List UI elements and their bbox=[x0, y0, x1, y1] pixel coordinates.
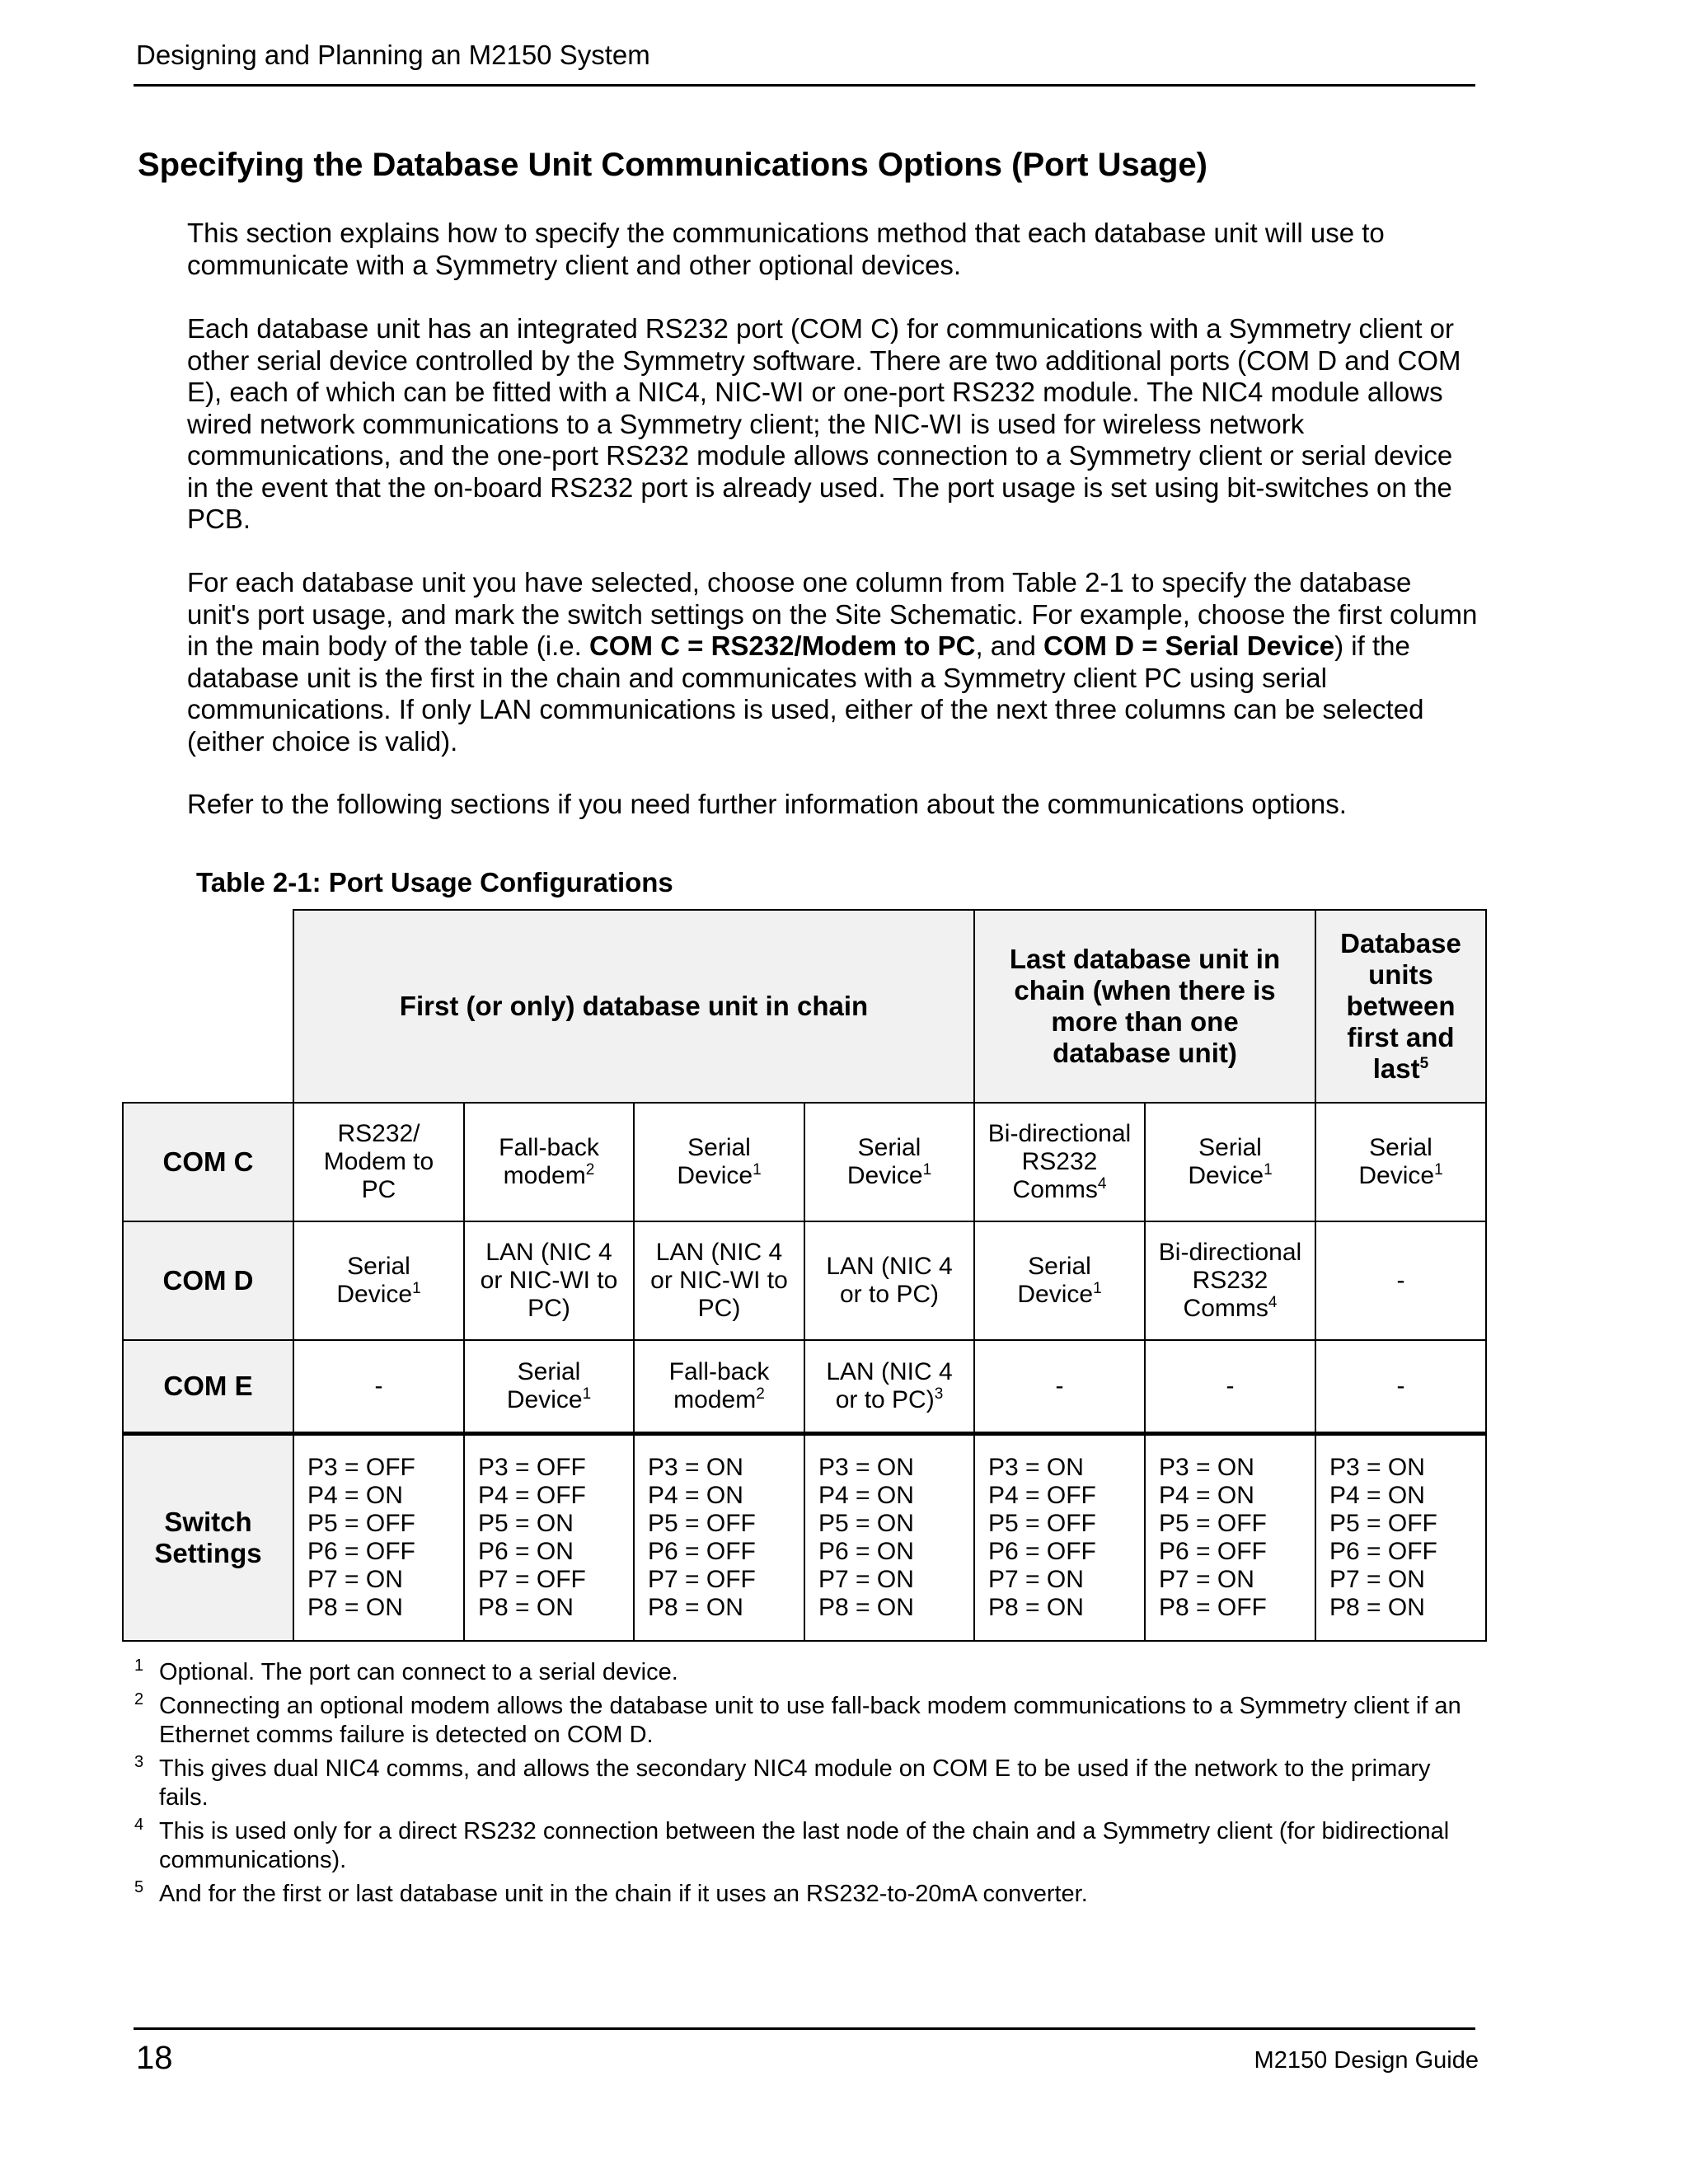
page-number: 18 bbox=[136, 2040, 173, 2076]
footer-title: M2150 Design Guide bbox=[1254, 2047, 1479, 2074]
footnote-text: This is used only for a direct RS232 connection between the last node of the chain and a Symmetry client (for bidirectional communications). bbox=[159, 1818, 1450, 1873]
table-cell bbox=[804, 1339, 975, 1433]
cell-text: Fall-back modem bbox=[668, 1358, 770, 1413]
row-label-com-e bbox=[122, 1339, 294, 1433]
cell-footnote-ref: 1 bbox=[1093, 1280, 1102, 1297]
cell-text: - bbox=[374, 1372, 383, 1399]
cell-content bbox=[1188, 1134, 1272, 1190]
table-cell bbox=[973, 1339, 1146, 1433]
table-cell bbox=[1144, 1221, 1316, 1341]
cell-text: Fall-back modem bbox=[499, 1134, 599, 1189]
switch-settings-cell bbox=[1315, 1432, 1487, 1642]
table-cell bbox=[293, 1339, 465, 1433]
selection-bold-1: COM C = RS232/Modem to PC bbox=[588, 630, 976, 661]
cell-content bbox=[375, 1372, 383, 1400]
header-last-text: Last database unit in chain (when there is more than one database unit) bbox=[1009, 944, 1281, 1068]
row-label-text: COM C bbox=[162, 1146, 254, 1177]
footnote-3 bbox=[134, 1755, 1486, 1812]
cell-content bbox=[507, 1358, 591, 1414]
cell-footnote-ref: 4 bbox=[1268, 1294, 1278, 1311]
cell-text: Serial Device bbox=[677, 1134, 753, 1189]
cell-footnote-ref: 1 bbox=[1434, 1161, 1443, 1179]
cell-content bbox=[1358, 1134, 1442, 1190]
cell-content bbox=[481, 1239, 618, 1323]
switch-settings-text: P3 = ON P4 = ON P5 = OFF P6 = OFF P7 = OFF P8 = ON bbox=[648, 1454, 756, 1621]
table-cell bbox=[973, 1221, 1146, 1341]
row-label-text: COM D bbox=[162, 1265, 254, 1296]
footnote-1 bbox=[134, 1658, 1486, 1687]
cell-content bbox=[1397, 1267, 1405, 1295]
cell-content bbox=[1017, 1253, 1101, 1309]
cell-footnote-ref: 4 bbox=[1097, 1175, 1107, 1193]
cell-text: Serial Device bbox=[1358, 1134, 1435, 1189]
cell-footnote-ref: 1 bbox=[922, 1161, 932, 1179]
header-first-unit bbox=[293, 909, 975, 1104]
switch-settings-text: P3 = OFF P4 = ON P5 = OFF P6 = OFF P7 = ON P8 = ON bbox=[307, 1454, 415, 1621]
header-between-text: Database units between first and last bbox=[1340, 928, 1461, 1084]
selection-bold-2: COM D = Serial Device bbox=[1043, 630, 1335, 661]
header-between-units bbox=[1315, 909, 1487, 1104]
header-between-wrap bbox=[1333, 928, 1469, 1085]
table-cell bbox=[804, 1221, 975, 1341]
ports-paragraph: Each database unit has an integrated RS232 port (COM C) for communications with a Symmetry client or other serial device controlled by the Symmetry software. There are two additional ports (COM D and COM E), each of which can be fitted with a NIC4, NIC-WI or one-port RS232 module. The NIC4 module allows wired network communications to a Symmetry client; the NIC-WI is used for wireless network communications, and the one-port RS232 module allows connection to a Symmetry client or serial device in the event that the on-board RS232 port is already used. The port usage is set using bit-switches on the PCB. bbox=[187, 313, 1461, 534]
table-cell bbox=[1315, 1102, 1487, 1222]
switch-settings-cell bbox=[633, 1432, 805, 1642]
switch-settings-cell bbox=[973, 1432, 1146, 1642]
switch-settings-cell bbox=[293, 1432, 465, 1642]
cell-text: Serial Device bbox=[506, 1358, 583, 1413]
cell-footnote-ref: 2 bbox=[585, 1161, 595, 1179]
selection-text-2: , and bbox=[975, 630, 1044, 661]
switch-settings-cell bbox=[463, 1432, 635, 1642]
cell-content bbox=[669, 1358, 770, 1414]
header-between-footnote: 5 bbox=[1419, 1055, 1429, 1072]
switch-settings-cell bbox=[1144, 1432, 1316, 1642]
footnotes bbox=[134, 1658, 1486, 1914]
table-cell bbox=[1144, 1102, 1316, 1222]
cell-footnote-ref: 1 bbox=[1264, 1161, 1273, 1179]
footer-rule bbox=[134, 2027, 1475, 2030]
cell-footnote-ref: 1 bbox=[582, 1385, 592, 1403]
cell-text: Serial Device bbox=[1017, 1253, 1094, 1308]
cell-text: LAN (NIC 4 or to PC) bbox=[826, 1253, 953, 1308]
table-cell bbox=[463, 1102, 635, 1222]
cell-text: Bi-directional RS232 Comms bbox=[987, 1120, 1132, 1203]
table-cell bbox=[293, 1102, 465, 1222]
header-last-wrap bbox=[1000, 944, 1290, 1069]
footnote-4 bbox=[134, 1817, 1486, 1875]
cell-content bbox=[324, 1120, 434, 1204]
cell-content bbox=[1397, 1372, 1405, 1400]
header-first-text: First (or only) database unit in chain bbox=[399, 991, 869, 1021]
cell-content bbox=[826, 1358, 952, 1414]
row-label-com-c bbox=[122, 1102, 294, 1222]
footnote-5 bbox=[134, 1880, 1486, 1909]
footnote-number: 2 bbox=[134, 1690, 144, 1708]
cell-footnote-ref: 2 bbox=[756, 1385, 765, 1403]
cell-content bbox=[988, 1120, 1131, 1204]
table-cell bbox=[293, 1221, 465, 1341]
footnote-number: 1 bbox=[134, 1657, 144, 1675]
running-header: Designing and Planning an M2150 System bbox=[136, 40, 650, 70]
switch-settings-text: P3 = ON P4 = ON P5 = ON P6 = ON P7 = ON P8 = ON bbox=[818, 1454, 914, 1621]
cell-text: - bbox=[1396, 1372, 1405, 1399]
header-first-wrap bbox=[400, 991, 868, 1022]
switch-settings-cell bbox=[804, 1432, 975, 1642]
row-label-text: Switch Settings bbox=[154, 1507, 262, 1568]
selection-text-3: ) if the database unit is the first in the chain and communicates with a Symmetry client PC using serial communications. If only LAN communications is used, either of the next three columns can be selected (either choice is valid). bbox=[187, 630, 1424, 757]
cell-text: - bbox=[1396, 1267, 1405, 1294]
cell-footnote-ref: 1 bbox=[412, 1280, 421, 1297]
table-cell bbox=[1144, 1339, 1316, 1433]
header-last-unit bbox=[973, 909, 1316, 1104]
table-cell bbox=[804, 1102, 975, 1222]
header-rule bbox=[134, 84, 1475, 87]
footnote-2 bbox=[134, 1692, 1486, 1750]
row-label-com-d bbox=[122, 1221, 294, 1341]
footnote-text: Optional. The port can connect to a serial device. bbox=[159, 1659, 678, 1685]
refer-paragraph: Refer to the following sections if you need further information about the communications options. bbox=[187, 789, 1347, 819]
footnote-number: 4 bbox=[134, 1816, 144, 1834]
row-label-switch-settings bbox=[122, 1432, 294, 1642]
intro-paragraph: This section explains how to specify the communications method that each database unit will use to communicate with a Symmetry client and other optional devices. bbox=[187, 218, 1385, 280]
table-cell bbox=[463, 1339, 635, 1433]
cell-text: Serial Device bbox=[1188, 1134, 1264, 1189]
table-cell bbox=[973, 1102, 1146, 1222]
cell-footnote-ref: 3 bbox=[934, 1385, 944, 1403]
cell-content bbox=[1159, 1239, 1301, 1323]
cell-text: Serial Device bbox=[336, 1253, 413, 1308]
section-title: Specifying the Database Unit Communications Options (Port Usage) bbox=[138, 147, 1207, 183]
table-cell bbox=[1315, 1339, 1487, 1433]
cell-text: LAN (NIC 4 or to PC) bbox=[826, 1358, 953, 1413]
cell-content bbox=[1056, 1372, 1064, 1400]
footnote-number: 5 bbox=[134, 1878, 144, 1896]
cell-text: LAN (NIC 4 or NIC-WI to PC) bbox=[480, 1239, 618, 1322]
table-cell bbox=[633, 1102, 805, 1222]
cell-text: LAN (NIC 4 or NIC-WI to PC) bbox=[650, 1239, 788, 1322]
switch-settings-text: P3 = OFF P4 = OFF P5 = ON P6 = ON P7 = OFF P8 = ON bbox=[478, 1454, 586, 1621]
cell-text: RS232/ Modem to PC bbox=[323, 1120, 434, 1203]
table-caption: Table 2-1: Port Usage Configurations bbox=[196, 867, 673, 898]
selection-text-1: For each database unit you have selected, choose one column from Table 2-1 to specify the database unit's port usage, and mark the switch settings on the Site Schematic. For example, choose the first column in the main body of the table (i.e. bbox=[187, 567, 1478, 661]
cell-content bbox=[499, 1134, 599, 1190]
footnote-text: This gives dual NIC4 comms, and allows the secondary NIC4 module on COM E to be used if the network to the primary fails. bbox=[159, 1755, 1431, 1811]
cell-text: Bi-directional RS232 Comms bbox=[1158, 1239, 1302, 1322]
cell-content bbox=[1226, 1372, 1235, 1400]
cell-content bbox=[650, 1239, 788, 1323]
footnote-number: 3 bbox=[134, 1753, 144, 1771]
table-cell bbox=[1315, 1221, 1487, 1341]
table-cell bbox=[633, 1221, 805, 1341]
selection-paragraph bbox=[187, 567, 1481, 757]
switch-settings-text: P3 = ON P4 = ON P5 = OFF P6 = OFF P7 = ON P8 = OFF bbox=[1159, 1454, 1267, 1621]
cell-footnote-ref: 1 bbox=[753, 1161, 762, 1179]
table-cell bbox=[463, 1221, 635, 1341]
cell-content bbox=[336, 1253, 420, 1309]
cell-text: - bbox=[1226, 1372, 1235, 1399]
switch-settings-text: P3 = ON P4 = OFF P5 = OFF P6 = OFF P7 = ON P8 = ON bbox=[988, 1454, 1096, 1621]
cell-text: - bbox=[1055, 1372, 1064, 1399]
cell-content bbox=[847, 1134, 931, 1190]
table-cell bbox=[633, 1339, 805, 1433]
footnote-text: And for the first or last database unit in the chain if it uses an RS232-to-20mA converter. bbox=[159, 1881, 1088, 1907]
cell-content bbox=[677, 1134, 761, 1190]
row-label-text: COM E bbox=[163, 1371, 253, 1401]
cell-content bbox=[826, 1253, 952, 1309]
footnote-text: Connecting an optional modem allows the database unit to use fall-back modem communications to a Symmetry client if an Ethernet comms failure is detected on COM D. bbox=[159, 1693, 1461, 1748]
cell-text: Serial Device bbox=[846, 1134, 923, 1189]
switch-settings-text: P3 = ON P4 = ON P5 = OFF P6 = OFF P7 = ON P8 = ON bbox=[1329, 1454, 1437, 1621]
